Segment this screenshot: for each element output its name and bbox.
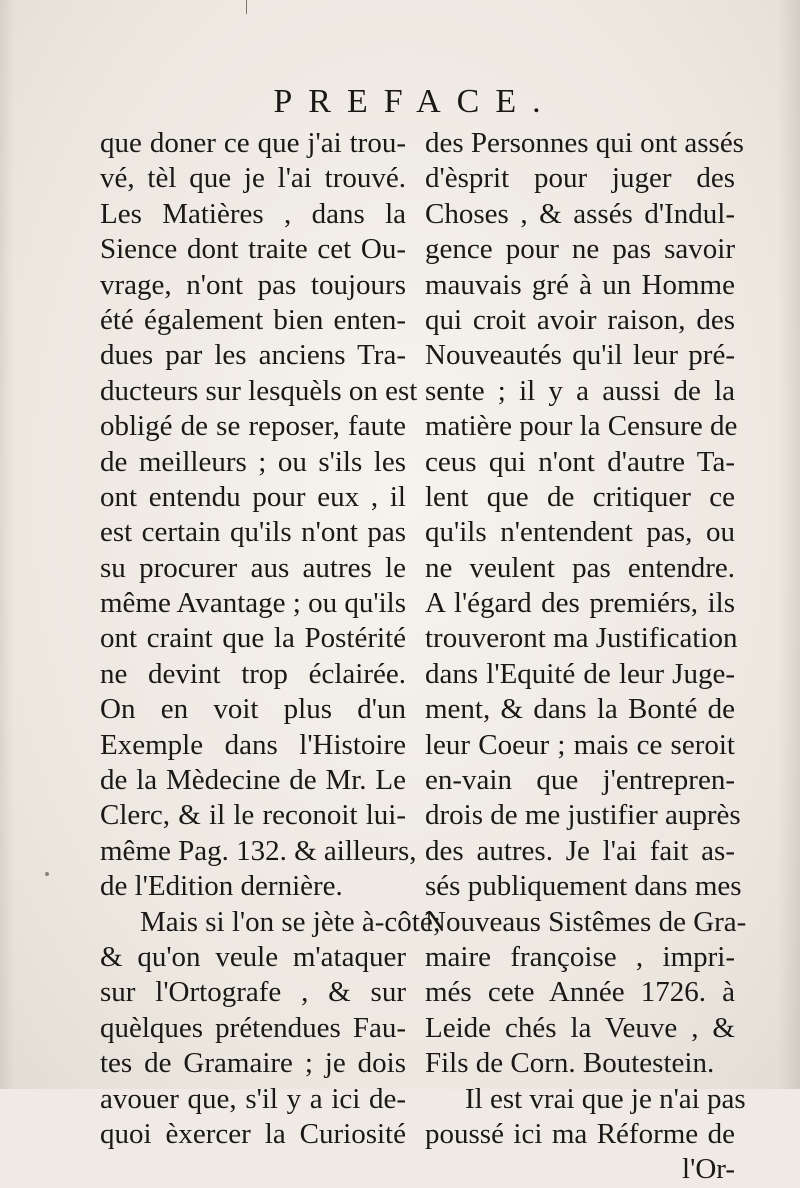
text-line: ne veulent pas entendre. bbox=[425, 551, 735, 584]
text-line: Leide chés la Veuve , & bbox=[425, 1011, 735, 1044]
text-line: matière pour la Censure de bbox=[425, 410, 738, 443]
text-line: dues par les anciens Tra- bbox=[100, 339, 406, 372]
text-line: su procurer aus autres le bbox=[100, 551, 406, 584]
text-line: drois de me justifier auprès bbox=[425, 799, 741, 832]
text-line: mauvais gré à un Homme bbox=[425, 268, 735, 301]
text-line: est certain qu'ils n'ont pas bbox=[100, 516, 406, 549]
text-line: Choses , & assés d'Indul- bbox=[425, 197, 735, 230]
catchword: l'Or- bbox=[682, 1153, 735, 1186]
text-line: més cete Année 1726. à bbox=[425, 976, 735, 1009]
right-text-column bbox=[425, 126, 747, 1188]
text-line: de l'Edition dernière. bbox=[100, 870, 343, 903]
text-line: Sience dont traite cet Ou- bbox=[100, 233, 406, 266]
text-line: vé, tèl que je l'ai trouvé. bbox=[100, 162, 406, 195]
text-line: que doner ce que j'ai trou- bbox=[100, 127, 406, 159]
text-line: qui croit avoir raison, des bbox=[425, 303, 735, 336]
text-line: d'èsprit pour juger des bbox=[425, 162, 735, 195]
left-text-column bbox=[100, 126, 441, 1152]
text-line: poussé ici ma Réforme de bbox=[425, 1117, 735, 1150]
text-line: des Personnes qui ont assés bbox=[425, 127, 744, 159]
text-line: maire françoise , impri- bbox=[425, 940, 735, 973]
ink-speck bbox=[45, 872, 49, 876]
text-line: trouveront ma Justification bbox=[425, 622, 738, 655]
page-shadow-left bbox=[0, 0, 14, 1089]
text-line: même Pag. 132. & ailleurs, bbox=[100, 834, 417, 867]
text-line: de meilleurs ; ou s'ils les bbox=[100, 445, 406, 478]
text-line: Mais si l'on se jète à-côté; bbox=[140, 905, 441, 938]
text-line: gence pour ne pas savoir bbox=[425, 233, 735, 266]
text-line: des autres. Je l'ai fait as- bbox=[425, 834, 735, 867]
text-line: A l'égard des premiérs, ils bbox=[425, 587, 735, 620]
text-line: été également bien enten- bbox=[100, 303, 406, 336]
running-head: PREFACE. bbox=[273, 83, 557, 120]
text-line: ont entendu pour eux , il bbox=[100, 480, 406, 513]
page-shadow-right bbox=[778, 0, 800, 1089]
text-line: & qu'on veule m'ataquer bbox=[100, 940, 406, 973]
text-line: lent que de critiquer ce bbox=[425, 480, 735, 513]
text-line: Il est vrai que je n'ai pas bbox=[465, 1082, 746, 1115]
text-line: On en voit plus d'un bbox=[100, 693, 406, 726]
text-line: Fils de Corn. Boutestein. bbox=[425, 1047, 715, 1080]
text-line: ducteurs sur lesquèls on est bbox=[100, 374, 418, 407]
text-line: tes de Gramaire ; je dois bbox=[100, 1047, 406, 1080]
text-line: ment, & dans la Bonté de bbox=[425, 693, 735, 726]
text-line: sente ; il y a aussi de la bbox=[425, 374, 735, 407]
text-line: même Avantage ; ou qu'ils bbox=[100, 587, 406, 620]
text-line: quèlques prétendues Fau- bbox=[100, 1011, 406, 1044]
text-line: quoi èxercer la Curiosité bbox=[100, 1117, 406, 1150]
top-margin-mark bbox=[246, 0, 247, 14]
text-line: Les Matières , dans la bbox=[100, 197, 406, 230]
text-line: en-vain que j'entrepren- bbox=[425, 764, 735, 797]
text-line: dans l'Equité de leur Juge- bbox=[425, 657, 735, 690]
text-line: vrage, n'ont pas toujours bbox=[100, 268, 406, 301]
text-line: ne devint trop éclairée. bbox=[100, 657, 406, 690]
text-line: qu'ils n'entendent pas, ou bbox=[425, 516, 735, 549]
text-line: Nouveautés qu'il leur pré- bbox=[425, 339, 735, 372]
text-line: leur Coeur ; mais ce seroit bbox=[425, 728, 735, 761]
text-line: Nouveaus Sistêmes de Gra- bbox=[425, 905, 747, 938]
text-line: ceus qui n'ont d'autre Ta- bbox=[425, 445, 735, 478]
text-line: sés publiquement dans mes bbox=[425, 870, 742, 903]
text-line: sur l'Ortografe , & sur bbox=[100, 976, 406, 1009]
text-line: ont craint que la Postérité bbox=[100, 622, 406, 655]
text-line: Exemple dans l'Histoire bbox=[100, 728, 406, 761]
text-line: avouer que, s'il y a ici de- bbox=[100, 1082, 406, 1115]
text-line: obligé de se reposer, faute bbox=[100, 410, 406, 443]
text-line: Clerc, & il le reconoit lui- bbox=[100, 799, 406, 832]
text-line: de la Mèdecine de Mr. Le bbox=[100, 764, 406, 797]
